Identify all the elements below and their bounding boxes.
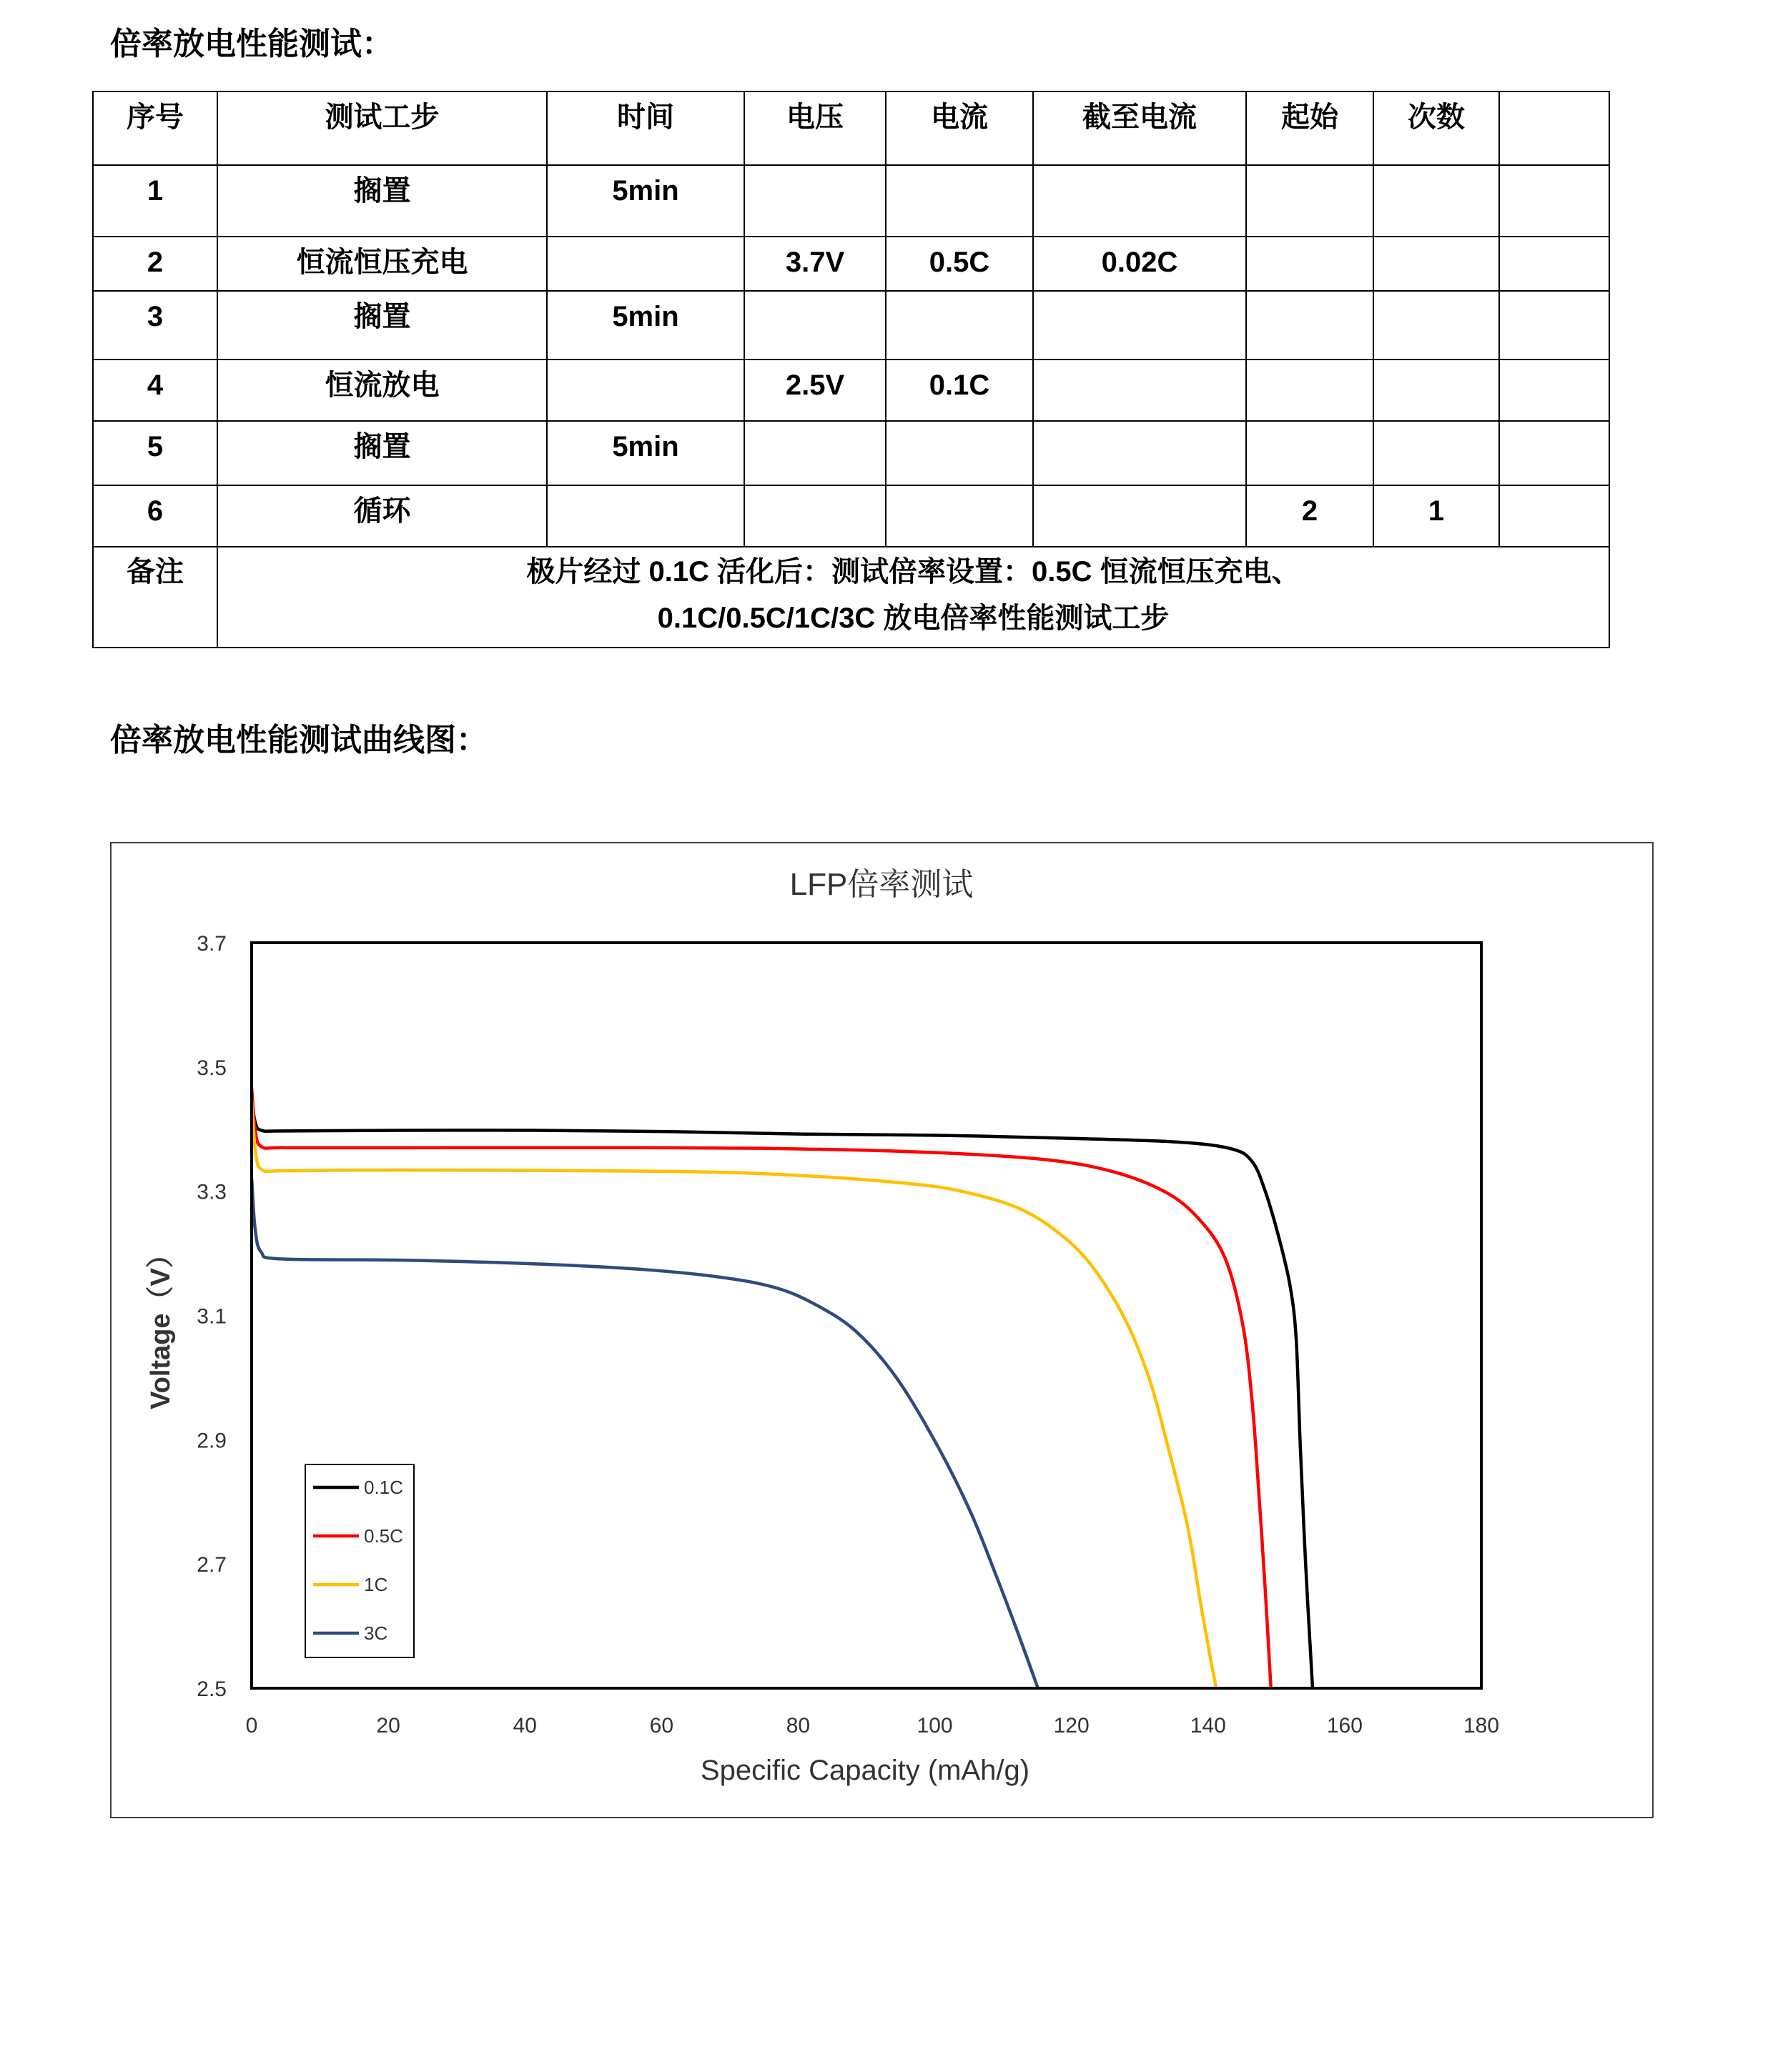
- table-row: [93, 485, 1609, 547]
- table-row: [93, 421, 1609, 485]
- cell-time: 5min: [547, 291, 744, 360]
- x-tick-label: 100: [917, 1714, 953, 1738]
- cell-cutoff-current: [1033, 360, 1246, 421]
- x-tick-label: 80: [786, 1714, 811, 1738]
- cell-time: [547, 360, 744, 421]
- cell-step: 搁置: [217, 291, 547, 360]
- remarks-line: 极片经过 0.1C 活化后：测试倍率设置：0.5C 恒流恒压充电、: [526, 556, 1300, 588]
- cell-count: [1373, 165, 1499, 237]
- cell-blank: [1499, 291, 1609, 360]
- table-row: [93, 165, 1609, 237]
- table-section-title: 倍率放电性能测试：: [110, 26, 393, 61]
- header-cell-time: 时间: [547, 91, 744, 165]
- cell-blank: [1499, 237, 1609, 291]
- cell-blank: [1499, 485, 1609, 547]
- cell-count: [1373, 360, 1499, 421]
- cell-current: 0.1C: [886, 360, 1033, 421]
- x-axis-label: Specific Capacity (mAh/g): [700, 1755, 1030, 1786]
- header-cell-count: 次数: [1373, 91, 1499, 165]
- legend-label: 3C: [364, 1622, 388, 1644]
- cell-voltage: 3.7V: [744, 237, 886, 291]
- cell-blank: [1499, 360, 1609, 421]
- header-cell-blank: [1499, 91, 1609, 165]
- x-tick-label: 40: [513, 1714, 537, 1738]
- cell-start: [1246, 421, 1373, 485]
- cell-current: [886, 485, 1033, 547]
- cell-cutoff-current: 0.02C: [1033, 237, 1246, 291]
- x-tick-label: 0: [245, 1714, 258, 1738]
- cell-count: [1373, 237, 1499, 291]
- table-row: [93, 237, 1609, 291]
- chart-section-title: 倍率放电性能测试曲线图：: [110, 723, 488, 758]
- legend-label: 1C: [364, 1574, 388, 1595]
- cell-index: 2: [93, 237, 217, 291]
- x-tick-label: 160: [1326, 1714, 1363, 1738]
- cell-time: 5min: [547, 421, 744, 485]
- cell-step: 循环: [217, 485, 547, 547]
- x-tick-label: 60: [649, 1714, 674, 1738]
- x-tick-label: 20: [376, 1714, 400, 1738]
- header-cell-step: 测试工步: [217, 91, 547, 165]
- y-tick-label: 3.7: [197, 932, 227, 956]
- y-tick-label: 3.5: [197, 1056, 227, 1080]
- header-cell-current: 电流: [886, 91, 1033, 165]
- cell-count: [1373, 421, 1499, 485]
- cell-step: 搁置: [217, 165, 547, 237]
- remarks-line: 0.1C/0.5C/1C/3C 放电倍率性能测试工步: [657, 603, 1170, 634]
- cell-current: [886, 165, 1033, 237]
- x-tick-label: 140: [1190, 1714, 1226, 1738]
- cell-current: 0.5C: [886, 237, 1033, 291]
- cell-start: 2: [1246, 485, 1373, 547]
- rate-discharge-chart: [110, 842, 1654, 1818]
- y-tick-label: 3.3: [197, 1180, 227, 1204]
- cell-current: [886, 291, 1033, 360]
- y-tick-label: 3.1: [197, 1304, 227, 1329]
- cell-count: [1373, 291, 1499, 360]
- header-cell-index: 序号: [93, 91, 217, 165]
- cell-cutoff-current: [1033, 485, 1246, 547]
- cell-step: 恒流恒压充电: [217, 237, 547, 291]
- cell-index: 1: [93, 165, 217, 237]
- cell-blank: [1499, 421, 1609, 485]
- cell-voltage: [744, 421, 886, 485]
- cell-start: [1246, 165, 1373, 237]
- table-header-row: [93, 91, 1609, 165]
- cell-time: 5min: [547, 165, 744, 237]
- header-cell-cutoff-current: 截至电流: [1033, 91, 1246, 165]
- cell-current: [886, 421, 1033, 485]
- x-tick-label: 120: [1053, 1714, 1090, 1738]
- y-axis-label: Voltage（V）: [146, 1241, 176, 1409]
- cell-voltage: [744, 291, 886, 360]
- cell-step: 搁置: [217, 421, 547, 485]
- remarks-row: [93, 547, 1609, 648]
- test-steps-table: [92, 91, 1610, 648]
- header-cell-voltage: 电压: [744, 91, 886, 165]
- cell-time: [547, 485, 744, 547]
- y-tick-label: 2.5: [197, 1677, 227, 1701]
- cell-index: 6: [93, 485, 217, 547]
- cell-start: [1246, 237, 1373, 291]
- legend-label: 0.1C: [364, 1477, 403, 1498]
- cell-blank: [1499, 165, 1609, 237]
- cell-cutoff-current: [1033, 165, 1246, 237]
- legend: [305, 1464, 414, 1657]
- chart-border: [111, 843, 1653, 1818]
- cell-index: 5: [93, 421, 217, 485]
- y-tick-label: 2.7: [197, 1553, 227, 1577]
- cell-start: [1246, 360, 1373, 421]
- cell-index: 4: [93, 360, 217, 421]
- legend-label: 0.5C: [364, 1525, 403, 1547]
- cell-start: [1246, 291, 1373, 360]
- cell-step: 恒流放电: [217, 360, 547, 421]
- chart-title: LFP倍率测试: [789, 867, 974, 902]
- header-cell-start: 起始: [1246, 91, 1373, 165]
- y-tick-label: 2.9: [197, 1429, 227, 1453]
- chart-canvas: [110, 842, 1654, 1818]
- cell-index: 3: [93, 291, 217, 360]
- cell-time: [547, 237, 744, 291]
- cell-cutoff-current: [1033, 291, 1246, 360]
- cell-voltage: [744, 485, 886, 547]
- x-tick-label: 180: [1463, 1714, 1500, 1738]
- remarks-text: [217, 547, 1609, 648]
- cell-cutoff-current: [1033, 421, 1246, 485]
- cell-count: 1: [1373, 485, 1499, 547]
- cell-voltage: [744, 165, 886, 237]
- table-row: [93, 291, 1609, 360]
- cell-voltage: 2.5V: [744, 360, 886, 421]
- table-row: [93, 360, 1609, 421]
- remarks-label: 备注: [93, 547, 217, 648]
